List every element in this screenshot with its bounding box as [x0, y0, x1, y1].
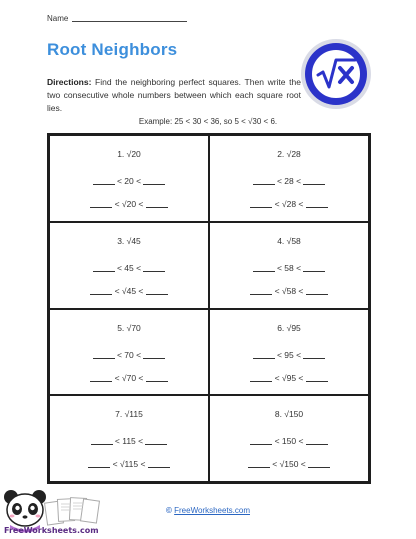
answer-blank[interactable]	[143, 271, 165, 272]
answer-blank[interactable]	[93, 184, 115, 185]
answer-blank[interactable]	[306, 444, 328, 445]
problem-cell	[49, 309, 209, 396]
answer-blank[interactable]	[93, 271, 115, 272]
problem-cell	[209, 395, 369, 482]
problem-question: 8. √150	[274, 409, 304, 420]
answer-blank[interactable]	[250, 444, 272, 445]
footer-link-text[interactable]: FreeWorksheets.com	[174, 506, 250, 515]
answer-blank[interactable]	[148, 467, 170, 468]
directions-text: Find the neighboring perfect squares. Then write the two consecutive whole numbers between which each square root lies.	[47, 77, 301, 113]
square-inequality: < 150 <	[274, 436, 304, 447]
answer-blank[interactable]	[250, 381, 272, 382]
answer-blank[interactable]	[90, 294, 112, 295]
answer-blank[interactable]	[306, 294, 328, 295]
problem-cell	[209, 135, 369, 222]
answer-blank[interactable]	[146, 381, 168, 382]
answer-blank[interactable]	[303, 271, 325, 272]
answer-blank[interactable]	[90, 381, 112, 382]
answer-blank[interactable]	[91, 444, 113, 445]
name-field	[47, 14, 187, 23]
answer-blank[interactable]	[250, 294, 272, 295]
answer-blank[interactable]	[93, 358, 115, 359]
answer-blank[interactable]	[146, 294, 168, 295]
problem-question: 1. √20	[117, 149, 141, 159]
answer-blank[interactable]	[90, 207, 112, 208]
problem-question: 4. √58	[277, 235, 301, 246]
answer-blank[interactable]	[303, 358, 325, 359]
root-inequality: < √20 <	[114, 199, 144, 209]
root-inequality: < √95 <	[274, 372, 304, 383]
square-inequality: < 58 <	[276, 262, 302, 273]
directions-label: Directions:	[47, 77, 92, 87]
square-inequality: < 45 <	[116, 262, 142, 273]
sqrt-x-icon	[300, 38, 372, 110]
answer-blank[interactable]	[145, 444, 167, 445]
problem-question: 2. √28	[277, 149, 301, 159]
answer-blank[interactable]	[306, 381, 328, 382]
problem-question: 6. √95	[277, 322, 301, 333]
copyright-symbol: ©	[165, 506, 172, 515]
problem-cell	[209, 222, 369, 309]
problem-cell	[49, 395, 209, 482]
square-inequality: < 20 <	[116, 176, 142, 186]
root-inequality: < √58 <	[274, 285, 304, 296]
square-inequality: < 28 <	[276, 176, 302, 186]
root-inequality: < √45 <	[114, 285, 144, 296]
answer-blank[interactable]	[143, 358, 165, 359]
answer-blank[interactable]	[253, 184, 275, 185]
answer-blank[interactable]	[250, 207, 272, 208]
answer-blank[interactable]	[253, 358, 275, 359]
root-inequality: < √70 <	[114, 372, 144, 383]
example: Example: 25 < 30 < 36, so 5 < √30 < 6.	[138, 117, 278, 126]
square-inequality: < 115 <	[114, 436, 144, 447]
problem-cell	[49, 135, 209, 222]
problem-question: 5. √70	[117, 322, 141, 333]
answer-blank[interactable]	[306, 207, 328, 208]
directions	[47, 76, 301, 115]
name-label: Name	[47, 14, 69, 23]
answer-blank[interactable]	[146, 207, 168, 208]
answer-blank[interactable]	[88, 467, 110, 468]
page-title: Root Neighbors	[47, 40, 178, 59]
square-inequality: < 95 <	[276, 349, 302, 360]
answer-blank[interactable]	[308, 467, 330, 468]
problem-cell	[209, 309, 369, 396]
root-inequality: < √115 <	[112, 459, 146, 470]
root-inequality: < √150 <	[272, 459, 306, 470]
answer-blank[interactable]	[248, 467, 270, 468]
root-inequality: < √28 <	[274, 199, 304, 209]
answer-blank[interactable]	[303, 184, 325, 185]
brand-logo-text: FreeWorksheets.com	[4, 526, 99, 535]
problem-grid	[47, 133, 371, 484]
answer-blank[interactable]	[253, 271, 275, 272]
name-line[interactable]	[72, 21, 187, 22]
problem-cell	[49, 222, 209, 309]
problem-question: 3. √45	[117, 235, 141, 246]
worksheet-stack-icon	[44, 492, 104, 528]
answer-blank[interactable]	[143, 184, 165, 185]
square-inequality: < 70 <	[116, 349, 142, 360]
problem-question: 7. √115	[115, 409, 143, 420]
